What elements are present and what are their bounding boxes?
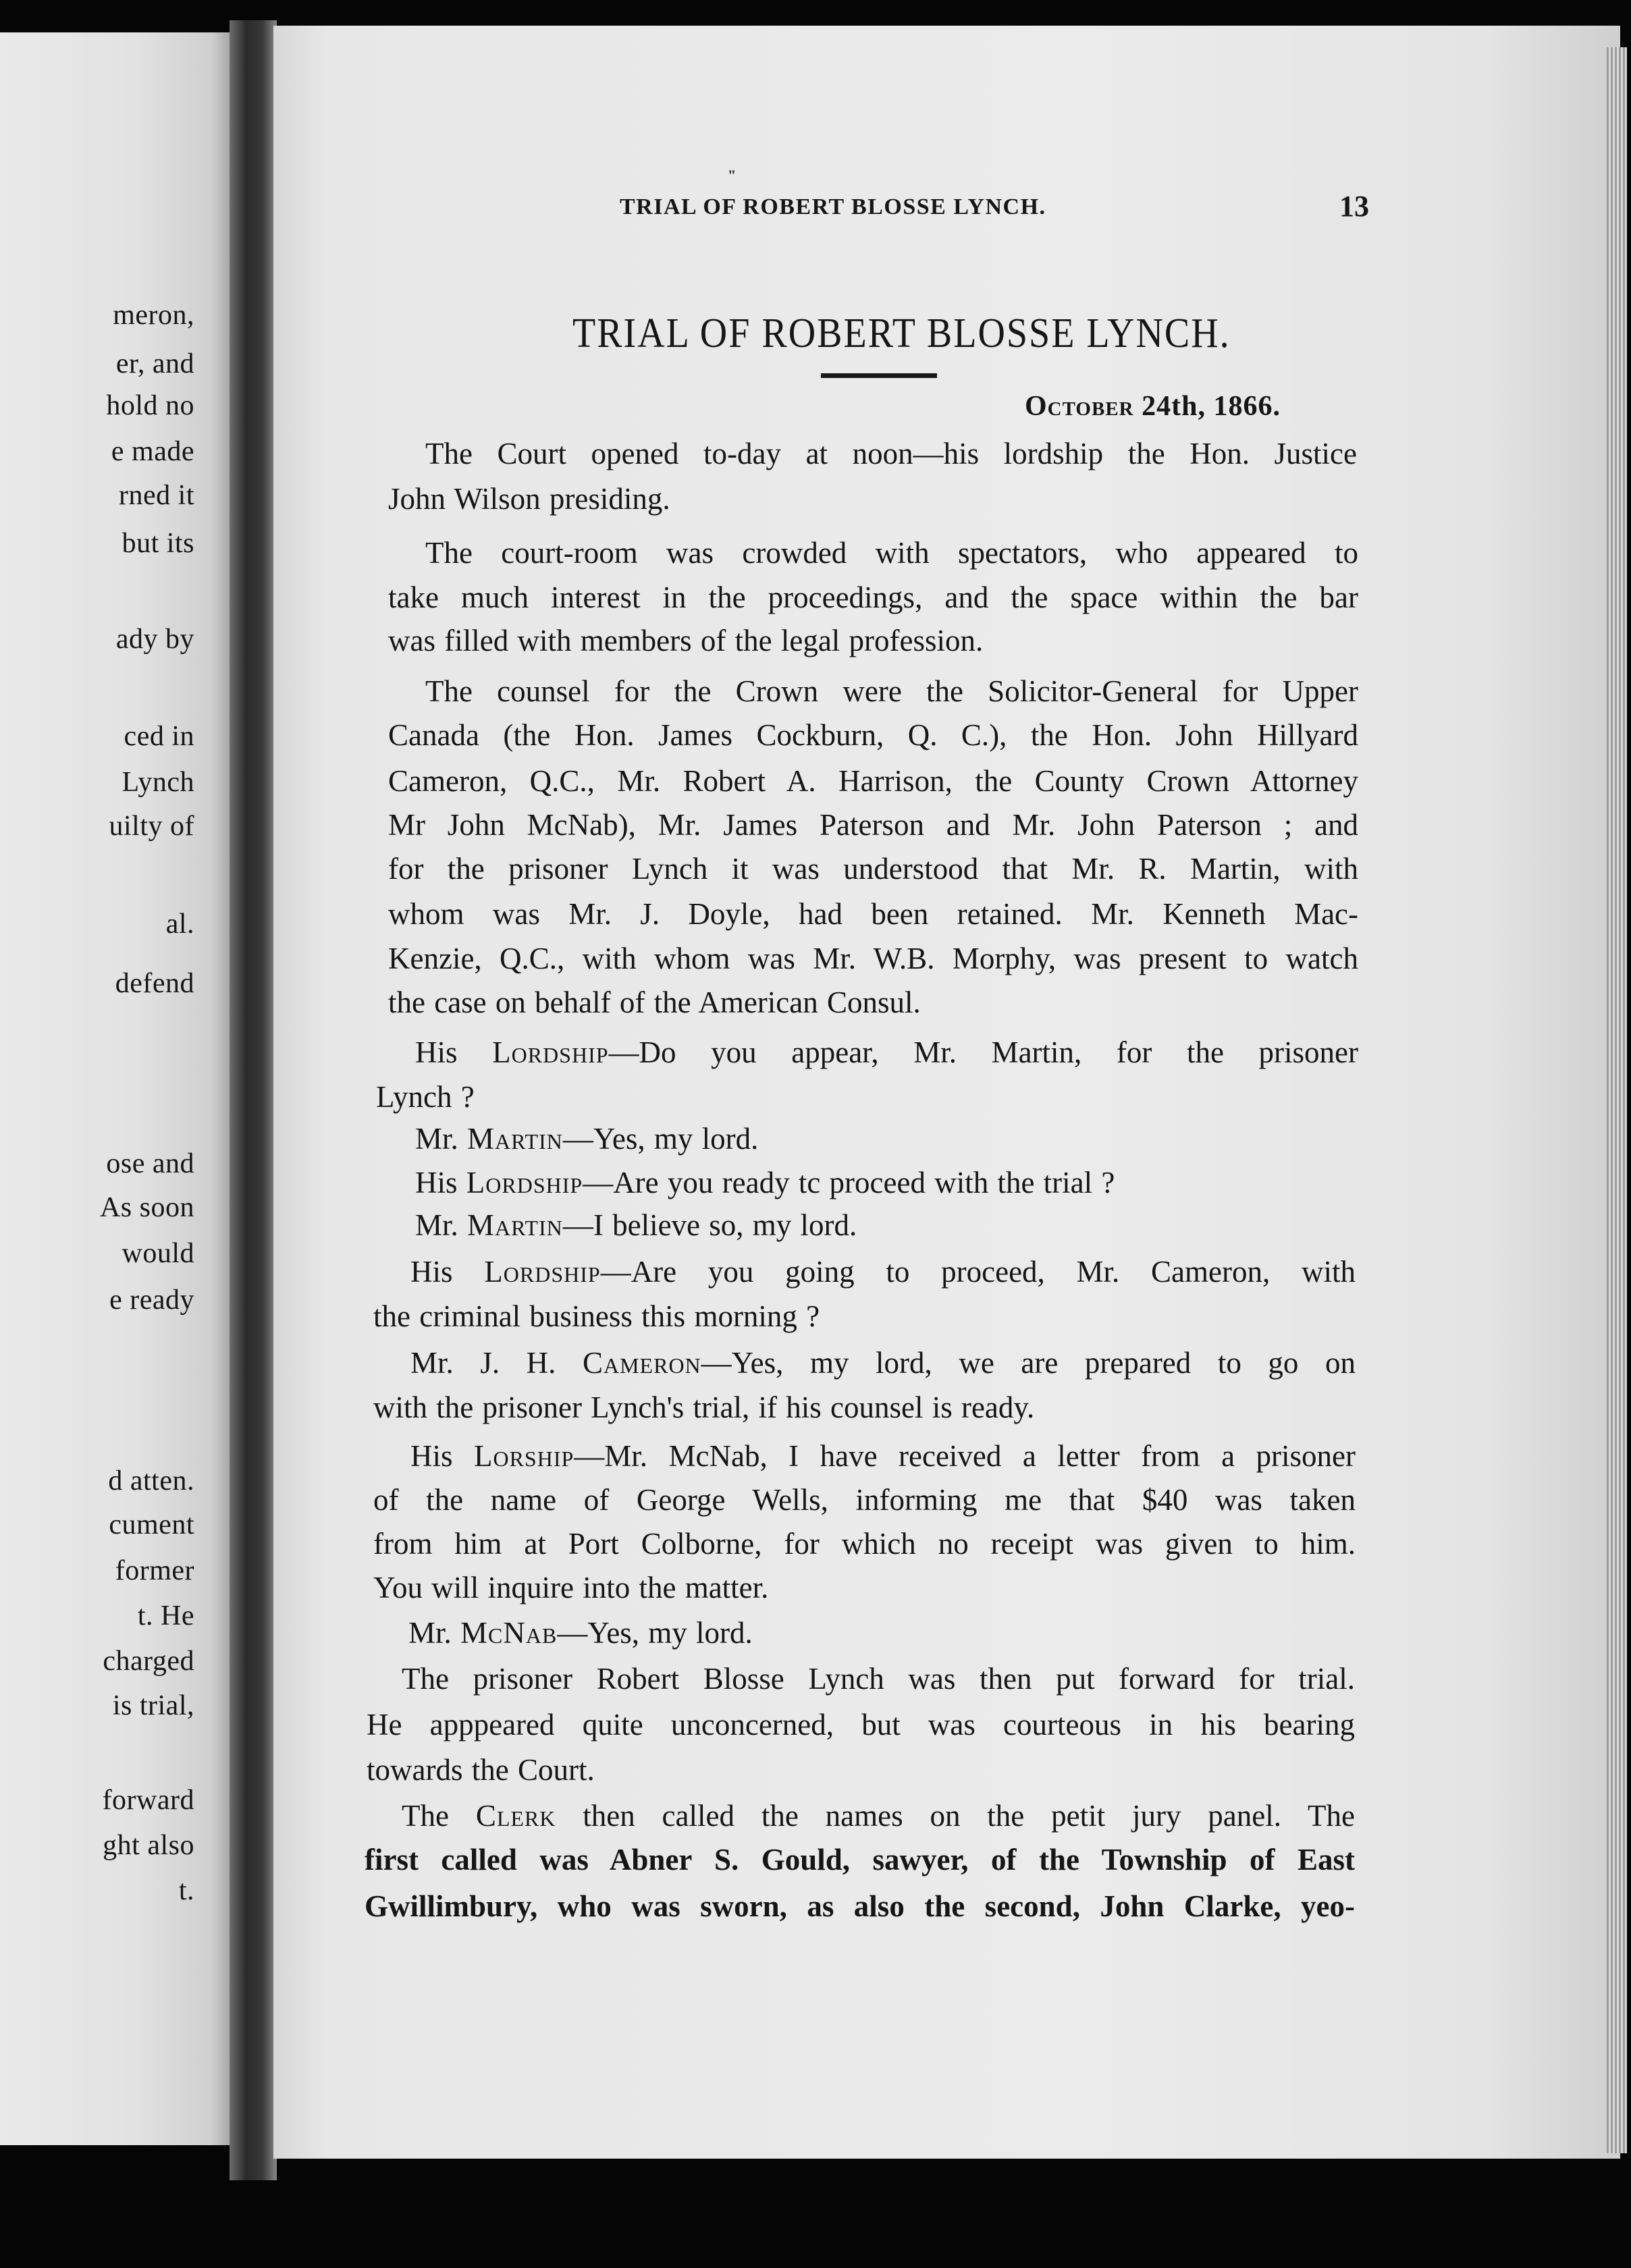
speaker-line [408, 1618, 1354, 1648]
speaker-name: Lordship [492, 1035, 609, 1069]
left-page-line: ced in [124, 721, 194, 752]
left-page-line: defend [115, 968, 194, 999]
speaker-name: Lordship [484, 1255, 601, 1289]
text-line: The court-room was crowded with spectators, who appeared to [425, 536, 1358, 570]
speaker-name: Lorship [473, 1439, 574, 1473]
date-line [1025, 390, 1281, 423]
speech-text: —Yes, my lord, we are prepared to go on [701, 1346, 1356, 1380]
speaker-line [402, 1801, 1355, 1831]
speech-text: —Are you going to proceed, Mr. Cameron, with [600, 1255, 1356, 1289]
left-page-line: former [115, 1555, 194, 1586]
text-line: Gwillimbury, who was sworn, as also the second, John Clarke, yeo- [365, 1889, 1355, 1923]
speaker-line [415, 1168, 1358, 1198]
speech-text: —I believe so, my lord. [562, 1208, 857, 1242]
left-page-line: rned it [119, 480, 194, 511]
text-line: Cameron, Q.C., Mr. Robert A. Harrison, the County Crown Attorney [388, 764, 1358, 798]
left-page-line: er, and [115, 348, 194, 379]
left-page-line: e ready [109, 1285, 194, 1316]
text-line: for the prisoner Lynch it was understood that Mr. R. Martin, with [388, 852, 1358, 886]
page-edges [1607, 47, 1627, 2153]
left-page-line: forward [102, 1785, 194, 1816]
speaker-line [415, 1124, 1358, 1154]
left-page-line: uilty of [109, 811, 194, 842]
left-page-line: charged [103, 1646, 194, 1677]
left-page-line: meron, [113, 300, 194, 331]
speech-text: —Yes, my lord. [562, 1122, 759, 1156]
speaker-title: Mr. J. H. [410, 1346, 583, 1380]
speech-text: then called the names on the petit jury panel. The [556, 1799, 1355, 1833]
text-line: the criminal business this morning ? [373, 1299, 820, 1333]
left-page-line: ady by [115, 624, 194, 655]
date-rest: 24th, 1866. [1142, 391, 1281, 422]
left-page-line: ght also [103, 1830, 194, 1861]
text-line: John Wilson presiding. [388, 482, 670, 516]
text-line: Mr John McNab), Mr. James Paterson and Mr. John Paterson ; and [388, 808, 1358, 842]
speaker-name: Clerk [475, 1799, 556, 1833]
speaker-name: Martin [467, 1122, 563, 1156]
left-page-line: is trial, [112, 1690, 194, 1721]
text-line: first called was Abner S. Gould, sawyer, of the Township of East [365, 1843, 1355, 1877]
speaker-title: His [410, 1255, 485, 1289]
speaker-line [415, 1037, 1358, 1068]
speech-text: —Do you appear, Mr. Martin, for the prisoner [608, 1035, 1359, 1069]
speaker-line [410, 1348, 1356, 1378]
speaker-title: Mr. [408, 1616, 461, 1650]
text-line: Lynch ? [376, 1080, 475, 1114]
title-rule [821, 373, 937, 378]
text-line: Canada (the Hon. James Cockburn, Q. C.), the Hon. John Hillyard [388, 718, 1358, 752]
speaker-title: The [402, 1799, 476, 1833]
left-page-line: but its [122, 528, 194, 559]
text-line: Kenzie, Q.C., with whom was Mr. W.B. Morphy, was present to watch [388, 942, 1358, 975]
speaker-title: His [410, 1439, 474, 1473]
page-number: 13 [1339, 190, 1369, 223]
speaker-title: Mr. [415, 1208, 468, 1242]
speaker-line [415, 1210, 1358, 1241]
left-page-line: d atten. [108, 1465, 194, 1496]
text-line: towards the Court. [367, 1753, 595, 1787]
speaker-name: Martin [467, 1208, 563, 1242]
text-line: from him at Port Colborne, for which no receipt was given to him. [373, 1527, 1356, 1561]
left-page-line: e made [111, 436, 194, 467]
speaker-name: Lordship [466, 1166, 583, 1199]
left-page-line: would [122, 1238, 194, 1269]
left-page-line: As soon [99, 1192, 194, 1223]
text-line: The Court opened to-day at noon—his lordship the Hon. Justice [425, 437, 1357, 470]
text-line: the case on behalf of the American Consul. [388, 986, 921, 1019]
speaker-name: Cameron [582, 1346, 701, 1380]
speaker-title: His [415, 1166, 466, 1199]
left-page-line: t. He [137, 1600, 194, 1631]
speaker-line [410, 1257, 1356, 1287]
text-line: take much interest in the proceedings, and the space within the bar [388, 580, 1358, 614]
text-line: The prisoner Robert Blosse Lynch was then put forward for trial. [402, 1662, 1355, 1696]
text-line: He apppeared quite unconcerned, but was courteous in his bearing [367, 1708, 1355, 1742]
text-line: The counsel for the Crown were the Solicitor-General for Upper [425, 674, 1358, 708]
speech-text: —Are you ready tc proceed with the trial ? [583, 1166, 1115, 1199]
printer-mark: " [728, 167, 737, 184]
left-page-line: cument [109, 1509, 194, 1540]
text-line: was filled with members of the legal profession. [388, 624, 984, 657]
running-head: TRIAL OF ROBERT BLOSSE LYNCH. [620, 194, 1046, 219]
left-page-line: Lynch [122, 767, 194, 798]
left-page-line: al. [165, 909, 194, 940]
left-page-line: ose and [106, 1148, 194, 1179]
text-line: of the name of George Wells, informing me that $40 was taken [373, 1483, 1356, 1517]
left-page-line: t. [178, 1875, 194, 1906]
speaker-line [410, 1441, 1356, 1472]
text-line: whom was Mr. J. Doyle, had been retained. Mr. Kenneth Mac- [388, 897, 1358, 931]
speaker-name: McNab [460, 1616, 558, 1650]
text-line: You will inquire into the matter. [373, 1571, 769, 1604]
date-month: October [1025, 391, 1134, 422]
text-line: with the prisoner Lynch's trial, if his counsel is ready. [373, 1390, 1035, 1424]
left-page-line: hold no [106, 390, 194, 421]
show-through-texture [385, 253, 1364, 280]
chapter-title: TRIAL OF ROBERT BLOSSE LYNCH. [572, 310, 1231, 357]
book-gutter [230, 20, 277, 2180]
speaker-title: Mr. [415, 1122, 468, 1156]
speech-text: —Yes, my lord. [557, 1616, 753, 1650]
speaker-title: His [415, 1035, 493, 1069]
left-facing-page [0, 32, 230, 2145]
speech-text: —Mr. McNab, I have received a letter from a prisoner [574, 1439, 1356, 1473]
